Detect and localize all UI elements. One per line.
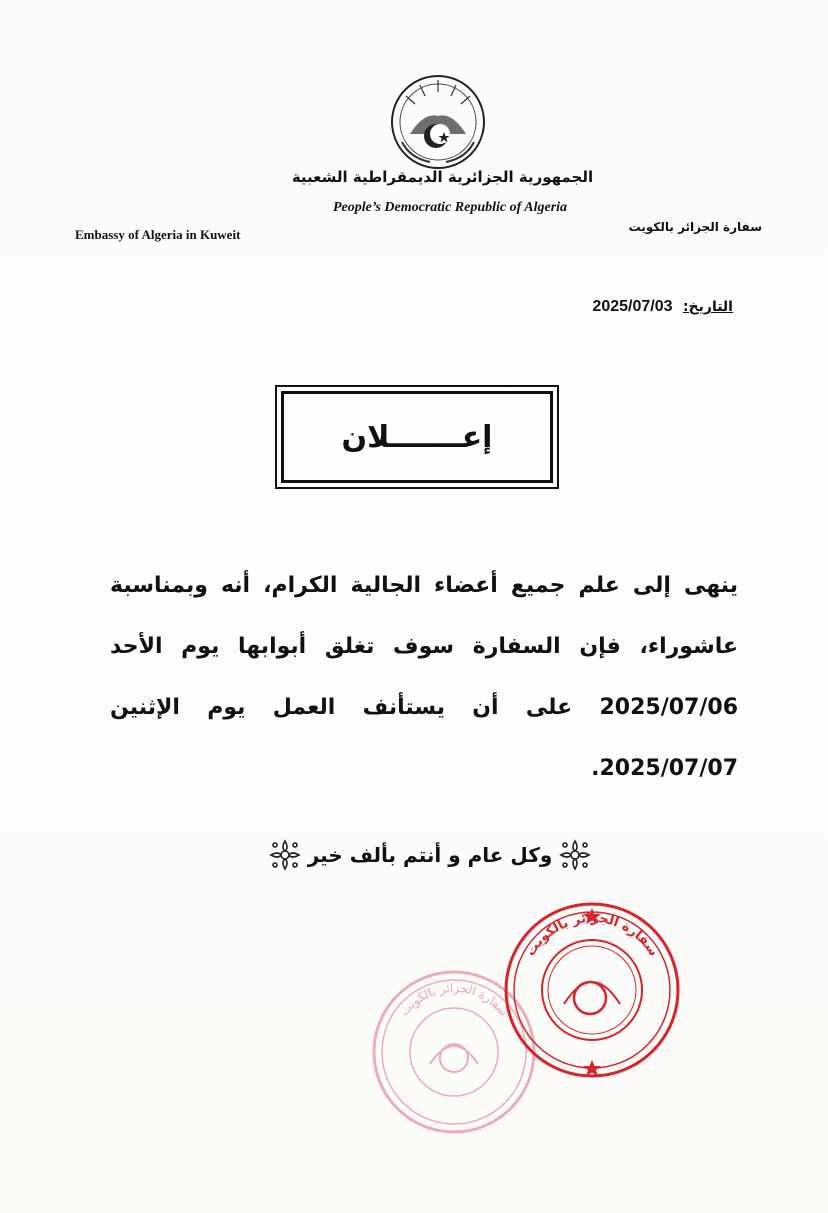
embassy-name-english: Embassy of Algeria in Kuweit [75,227,241,242]
announcement-body: ينهى إلى علم جميع أعضاء الجالية الكرام، أنه وبمناسبة عاشوراء، فإن السفارة سوف تغلق أبوابها يوم الأحد 2025/07/06 على أن يستأنف العمل يوم الإثنين 2025/07/07. [110,573,738,781]
country-name-arabic: الجمهورية الجزائرية الديمقراطية الشعبية [291,168,594,186]
svg-text:سفارة الجزائر بالكويت: سفارة الجزائر بالكويت [523,910,661,960]
closing-greeting-text: وكل عام و أنتم بألف خير [307,843,553,867]
algeria-emblem-icon [380,72,496,172]
closing-greeting [260,838,600,872]
svg-text:سفارة الجزائر بالكويت: سفارة الجزائر بالكويت [397,980,512,1019]
announcement-title: إعـــــــلان [341,419,493,455]
floral-ornament-icon [268,838,302,872]
country-name-english: People’s Democratic Republic of Algeria [332,200,568,215]
floral-ornament-icon [558,838,592,872]
date-value: 2025/07/03 [592,298,673,315]
embassy-name-arabic: سفارة الجزائر بالكويت [628,220,762,234]
announcement-title-box [275,385,559,489]
announcement-title-frame [281,391,553,483]
date-label: التاريخ: [682,299,733,315]
date-line [592,298,733,316]
embassy-stamp-red [502,900,682,1080]
